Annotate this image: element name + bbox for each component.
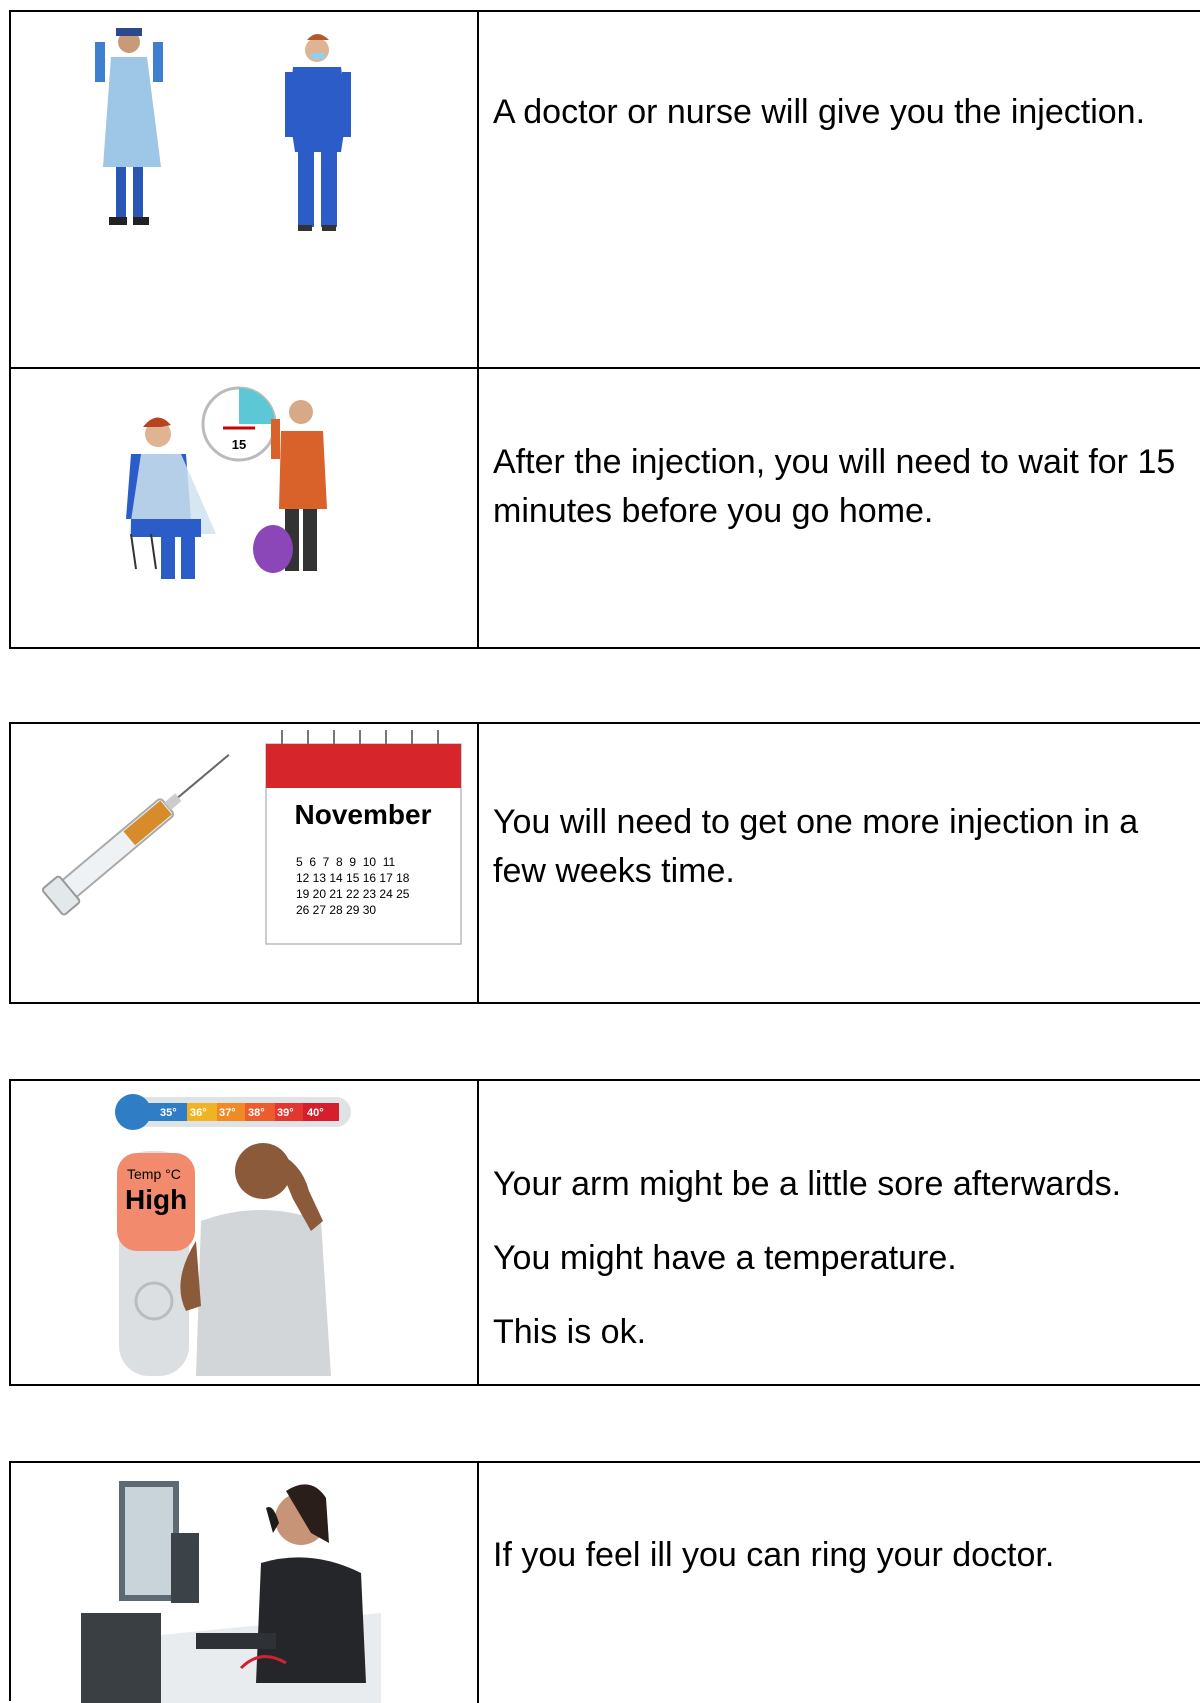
- doctor-and-nurse-image: [11, 12, 479, 367]
- row-text: [479, 724, 1200, 1002]
- temp-38: 38°: [248, 1107, 265, 1119]
- thermometer-level: High: [125, 1184, 188, 1215]
- temp-35: 35°: [160, 1107, 177, 1119]
- calendar-week: 5 6 7 8 9 10 11: [296, 855, 396, 869]
- phone-doctor-icon: [11, 1463, 477, 1703]
- temp-39: 39°: [277, 1107, 294, 1119]
- row-text-line: If you feel ill you can ring your doctor.: [493, 1536, 1055, 1574]
- thermometer-icon: [11, 1081, 477, 1384]
- row-text: [479, 369, 1200, 647]
- phone-doctor-image: [11, 1463, 479, 1703]
- temperature-image: [11, 1081, 479, 1384]
- waiting-clock-icon: [11, 369, 477, 649]
- row-text-line: This is ok.: [493, 1313, 647, 1351]
- table-1: [9, 10, 1200, 649]
- row-text-line: You will need to get one more injection in a few weeks time.: [493, 803, 1139, 890]
- row-text-line: After the injection, you will need to wait for 15 minutes before you go home.: [493, 443, 1176, 530]
- temp-36: 36°: [190, 1107, 207, 1119]
- table-2: [9, 722, 1200, 1004]
- syringe-calendar-image: [11, 724, 479, 1002]
- table-row: [11, 367, 1200, 647]
- calendar-week: 19 20 21 22 23 24 25: [296, 887, 410, 901]
- calendar-week: 12 13 14 15 16 17 18: [296, 871, 410, 885]
- table-row: [11, 724, 1200, 1002]
- table-3: [9, 1079, 1200, 1386]
- waiting-image: [11, 369, 479, 647]
- table-row: [11, 12, 1200, 367]
- syringe-calendar-icon: [11, 724, 477, 1002]
- row-text-line: Your arm might be a little sore afterwards.: [493, 1165, 1122, 1203]
- table-row: [11, 1463, 1200, 1703]
- calendar-week: 26 27 28 29 30: [296, 903, 377, 917]
- row-text: [479, 1081, 1200, 1384]
- row-text-line: You might have a temperature.: [493, 1239, 957, 1277]
- table-4: [9, 1461, 1200, 1701]
- table-row: [11, 1081, 1200, 1384]
- clock-label: 15: [231, 437, 247, 452]
- row-text-line: A doctor or nurse will give you the injection.: [493, 93, 1146, 131]
- doctor-and-nurse-icon: [11, 12, 477, 367]
- row-text: [479, 12, 1200, 367]
- row-text: [479, 1463, 1200, 1703]
- thermometer-unit: Temp °C: [127, 1166, 181, 1182]
- temp-37: 37°: [219, 1107, 236, 1119]
- temp-40: 40°: [307, 1107, 324, 1119]
- calendar-month: November: [294, 799, 432, 830]
